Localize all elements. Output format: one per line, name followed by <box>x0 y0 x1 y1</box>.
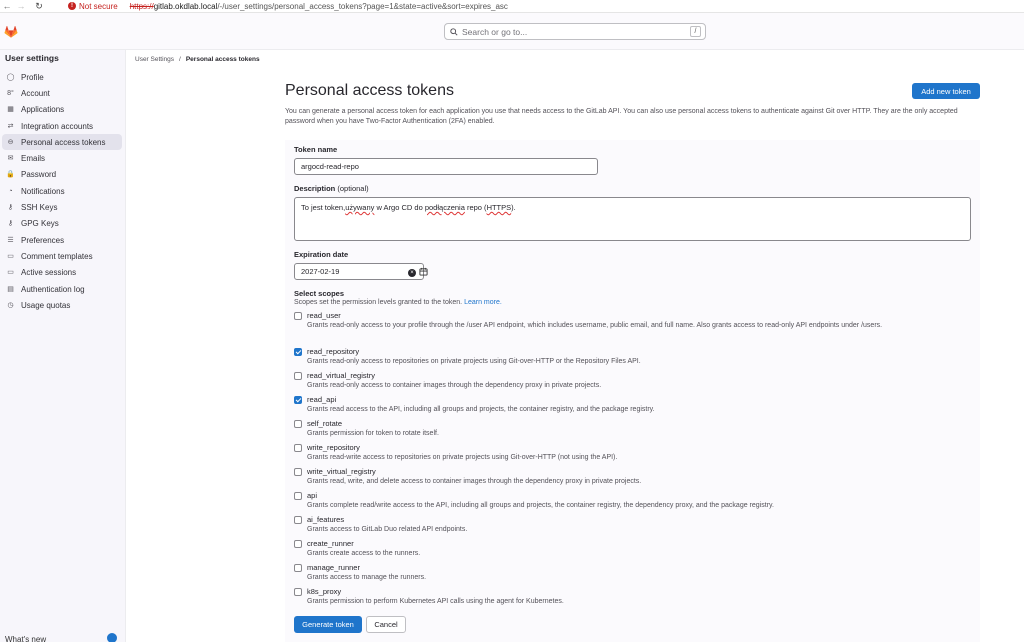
sidebar-item-label: Integration accounts <box>21 121 94 131</box>
browser-bar <box>0 0 1024 13</box>
scope-description: Grants read-only access to container images through the dependency proxy in private projects. <box>307 382 602 389</box>
account-icon: 8° <box>7 89 14 97</box>
token-icon: ⊖ <box>7 138 14 146</box>
clear-date-icon[interactable]: × <box>408 269 416 277</box>
scope-name[interactable]: write_virtual_registry <box>307 467 376 476</box>
learn-more-link[interactable]: Learn more. <box>464 299 502 306</box>
generate-token-button[interactable]: Generate token <box>294 616 362 633</box>
sidebar-item-label: Personal access tokens <box>21 137 106 147</box>
sidebar-item-notifications[interactable] <box>0 183 122 199</box>
scope-name[interactable]: read_api <box>307 395 337 404</box>
whats-new-link[interactable]: What's new <box>5 635 47 642</box>
sidebar-item-comment-templates[interactable] <box>0 248 122 264</box>
scope-checkbox[interactable] <box>294 588 302 596</box>
back-icon[interactable]: ← <box>2 1 12 11</box>
sidebar-item-label: Comment templates <box>21 251 93 261</box>
scope-name[interactable]: api <box>307 491 318 500</box>
sidebar-item-gpg-keys[interactable] <box>0 216 122 232</box>
description-field[interactable] <box>294 197 971 241</box>
sidebar-item-label: Preferences <box>21 235 65 245</box>
description-text-g: ). <box>511 203 516 212</box>
description-text-f: HTTPS <box>486 203 512 212</box>
page-title: Personal access tokens <box>285 82 454 99</box>
cancel-button[interactable]: Cancel <box>366 616 406 633</box>
sidebar-item-label: Emails <box>21 154 46 164</box>
sidebar-item-password[interactable] <box>0 167 122 183</box>
sidebar-item-ssh-keys[interactable] <box>0 199 122 215</box>
scope-name[interactable]: ai_features <box>307 515 345 524</box>
scope-description: Grants read-only access to repositories on private projects using Git-over-HTTP or the Repository Files API. <box>307 358 641 365</box>
sidebar-item-active-sessions[interactable] <box>0 265 122 281</box>
token-name-field[interactable]: argocd-read-repo <box>294 158 598 175</box>
scope-checkbox[interactable] <box>294 348 302 356</box>
scope-description: Grants create access to the runners. <box>307 550 421 557</box>
sidebar-item-authentication-log[interactable] <box>0 281 122 297</box>
expiration-label: Expiration date <box>294 250 349 259</box>
lock-icon: 🔒 <box>6 171 15 179</box>
sidebar-item-label: Profile <box>21 72 44 82</box>
scope-checkbox[interactable] <box>294 372 302 380</box>
scope-description: Grants access to GitLab Duo related API endpoints. <box>307 526 468 533</box>
key-icon: ⚷ <box>7 204 14 212</box>
sidebar-title: User settings <box>5 53 59 63</box>
applications-icon: ▦ <box>7 106 14 114</box>
expiration-date-value: 2027-02-19 <box>301 267 340 276</box>
description-label-text: Description <box>294 184 336 193</box>
scope-name[interactable]: k8s_proxy <box>307 587 342 596</box>
comment-icon: ▭ <box>7 252 14 260</box>
sidebar-item-label: Applications <box>21 105 65 115</box>
scope-name[interactable]: manage_runner <box>307 563 360 572</box>
sidebar <box>0 50 126 642</box>
description-text-a: To jest token, <box>301 203 346 212</box>
url-scheme: https:// <box>129 1 154 11</box>
scope-checkbox[interactable] <box>294 444 302 452</box>
description-label <box>294 184 369 193</box>
profile-icon: ◯ <box>6 73 15 81</box>
warning-icon: ! <box>68 2 76 10</box>
description-text-d: podłączenia <box>424 203 465 212</box>
search-icon <box>450 28 458 36</box>
top-header <box>0 13 1024 50</box>
description-text-e: repo ( <box>464 203 487 212</box>
scope-description: Grants read access to the API, including all groups and projects, the container registry, and the package registry. <box>307 406 655 413</box>
sidebar-item-label: Notifications <box>21 186 65 196</box>
search-shortcut: / <box>690 26 701 37</box>
description-optional: (optional) <box>337 184 369 193</box>
scope-checkbox[interactable] <box>294 492 302 500</box>
mail-icon: ✉ <box>7 155 14 163</box>
search-input[interactable] <box>444 23 706 40</box>
sidebar-item-profile[interactable] <box>0 69 122 85</box>
scope-description: Grants complete read/write access to the API, including all groups and projects, the container registry, the dependency proxy, and the package registry. <box>307 502 774 509</box>
scope-name[interactable]: create_runner <box>307 539 354 548</box>
scope-checkbox[interactable] <box>294 540 302 548</box>
token-name-label: Token name <box>294 145 338 154</box>
sidebar-item-applications[interactable] <box>0 102 122 118</box>
sidebar-item-label: Authentication log <box>21 284 85 294</box>
scope-name[interactable]: read_user <box>307 311 341 320</box>
security-indicator[interactable] <box>68 2 118 11</box>
scope-name[interactable]: write_repository <box>307 443 360 452</box>
scope-description: Grants read-write access to repositories on private projects using Git-over-HTTP (not using the API). <box>307 454 618 461</box>
bell-icon: ◔ <box>8 187 13 195</box>
scope-description: Grants read, write, and delete access to container images through the dependency proxy in private projects. <box>307 478 642 485</box>
log-icon: ▤ <box>7 285 14 293</box>
sidebar-item-account[interactable] <box>0 85 122 101</box>
whats-new-badge <box>107 633 117 642</box>
scope-description: Grants access to manage the runners. <box>307 574 427 581</box>
breadcrumb <box>127 50 1024 68</box>
sidebar-item-usage-quotas[interactable] <box>0 297 122 313</box>
scope-description: Grants permission for token to rotate itself. <box>307 430 439 437</box>
sidebar-item-label: Password <box>21 170 57 180</box>
sidebar-item-label: GPG Keys <box>21 219 59 229</box>
scope-checkbox[interactable] <box>294 516 302 524</box>
sidebar-item-label: Account <box>21 88 50 98</box>
breadcrumb-current[interactable]: Personal access tokens <box>185 55 260 63</box>
address-bar[interactable] <box>130 2 508 11</box>
scope-description: Grants read-only access to your profile through the /user API endpoint, which includes username, public email, and full name. Also grants access to read-only API endpoints under /users. <box>307 322 883 329</box>
security-label: Not secure <box>79 1 118 11</box>
scope-checkbox[interactable] <box>294 564 302 572</box>
scope-checkbox[interactable] <box>294 312 302 320</box>
scope-checkbox[interactable] <box>294 396 302 404</box>
sidebar-item-emails[interactable] <box>0 150 122 166</box>
description-text-c: w Argo CD do <box>374 203 425 212</box>
sidebar-item-label: SSH Keys <box>21 203 58 213</box>
breadcrumb-parent[interactable]: User Settings <box>135 55 175 63</box>
integration-icon: ⇄ <box>7 122 14 130</box>
sidebar-item-label: Usage quotas <box>21 300 71 310</box>
key-icon: ⚷ <box>7 220 14 228</box>
token-form <box>285 140 980 642</box>
page-description: You can generate a personal access token for each application you use that needs access to the GitLab API. You can also use personal access tokens to authenticate against Git over HTTP. They are the only accepted password when you have Two-Factor Authentication (2FA) enabled. <box>285 108 958 125</box>
calendar-icon[interactable] <box>419 267 428 276</box>
scope-checkbox[interactable] <box>294 468 302 476</box>
scope-description: Grants permission to perform Kubernetes API calls using the agent for Kubernetes. <box>307 598 564 605</box>
sidebar-nav <box>0 69 126 313</box>
scope-checkbox[interactable] <box>294 420 302 428</box>
sidebar-item-preferences[interactable] <box>0 232 122 248</box>
scope-name[interactable]: read_virtual_registry <box>307 371 375 380</box>
sidebar-item-integration-accounts[interactable] <box>0 118 122 134</box>
select-scopes-label: Select scopes <box>294 289 345 298</box>
sidebar-item-label: Active sessions <box>21 268 77 278</box>
scope-name[interactable]: self_rotate <box>307 419 343 428</box>
forward-icon[interactable]: → <box>16 1 26 11</box>
scopes-help-text: Scopes set the permission levels granted to the token. <box>294 299 463 306</box>
scope-name[interactable]: read_repository <box>307 347 360 356</box>
add-new-token-button[interactable]: Add new token <box>912 83 980 99</box>
preferences-icon: ☰ <box>7 236 14 244</box>
sidebar-item-personal-access-tokens[interactable] <box>2 134 122 150</box>
quota-icon: ◷ <box>7 301 14 309</box>
breadcrumb-separator: / <box>179 55 181 63</box>
expiration-date-field[interactable] <box>294 263 424 280</box>
monitor-icon: ▭ <box>7 269 14 277</box>
description-text-b: używany <box>345 203 375 212</box>
search-placeholder: Search or go to... <box>462 26 528 37</box>
url-path: /-/user_settings/personal_access_tokens?page=1&state=active&sort=expires_asc <box>217 1 508 11</box>
url-host: gitlab.okdlab.local <box>153 1 218 11</box>
gitlab-logo-icon[interactable] <box>4 26 18 38</box>
scopes-help <box>294 299 502 306</box>
reload-icon[interactable]: ↻ <box>35 0 43 11</box>
